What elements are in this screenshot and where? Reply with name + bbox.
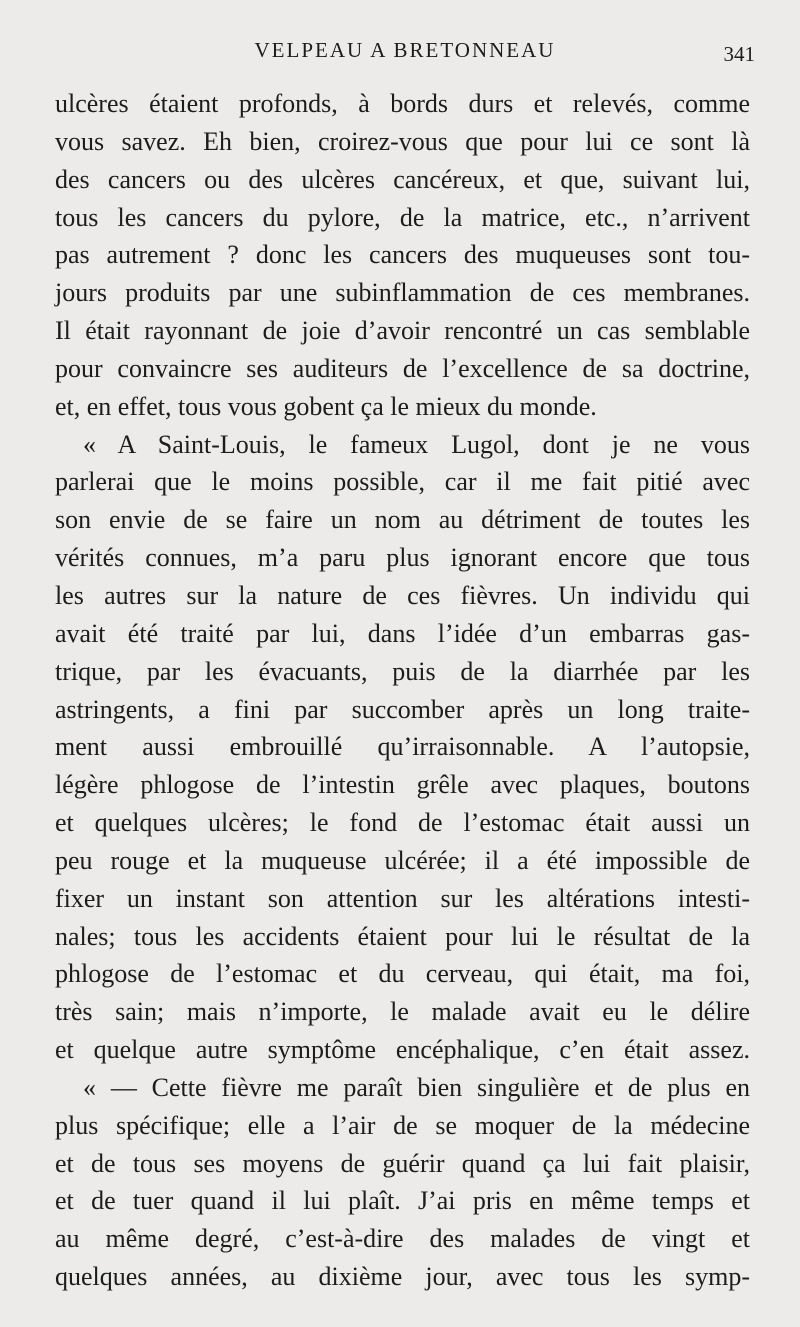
text-line: phlogose de l’estomac et du cerveau, qui était, ma foi, — [55, 959, 750, 989]
text-line: astringents, a fini par succomber après un long traite- — [55, 694, 750, 724]
text-line: et de tous ses moyens de guérir quand ça lui fait plaisir, — [55, 1148, 750, 1178]
text-line: légère phlogose de l’intestin grêle avec plaques, boutons — [55, 770, 750, 800]
text-line: Il était rayonnant de joie d’avoir rencontré un cas semblable — [55, 316, 750, 346]
text-line: ulcères étaient profonds, à bords durs et relevés, comme — [55, 89, 750, 118]
text-line: plus spécifique; elle a l’air de se moquer de la médecine — [55, 1110, 750, 1140]
text-line: jours produits par une subinflammation de ces membranes. — [55, 278, 750, 308]
text-line: et quelque autre symptôme encéphalique, c’en était assez. — [55, 1035, 750, 1065]
text-line: quelques années, au dixième jour, avec tous les symp- — [55, 1262, 750, 1292]
text-line: vérités connues, m’a paru plus ignorant encore que tous — [55, 543, 750, 573]
text-line: « A Saint-Louis, le fameux Lugol, dont je ne vous — [83, 429, 750, 459]
text-line: son envie de se faire un nom au détriment de toutes les — [55, 505, 750, 535]
text-line: les autres sur la nature de ces fièvres. Un individu qui — [55, 580, 750, 610]
text-line: « — Cette fièvre me paraît bien singulière et de plus en — [83, 1072, 750, 1102]
text-line: tous les cancers du pylore, de la matrice, etc., n’arrivent — [55, 202, 750, 232]
text-line: très sain; mais n’importe, le malade avait eu le délire — [55, 997, 750, 1027]
text-line: trique, par les évacuants, puis de la diarrhée par les — [55, 656, 750, 686]
body-text — [55, 85, 750, 1296]
text-line: des cancers ou des ulcères cancéreux, et que, suivant lui, — [55, 164, 750, 194]
running-head: VELPEAU A BRETONNEAU — [254, 38, 556, 62]
text-line: peu rouge et la muqueuse ulcérée; il a été impossible de — [55, 845, 750, 875]
text-line: pas autrement ? donc les cancers des muqueuses sont tou- — [55, 240, 750, 270]
text-line: et de tuer quand il lui plaît. J’ai pris en même temps et — [55, 1186, 750, 1216]
page-header — [55, 34, 755, 74]
text-line: vous savez. Eh bien, croirez-vous que pour lui ce sont là — [55, 126, 750, 156]
text-line: parlerai que le moins possible, car il me fait pitié avec — [55, 467, 750, 497]
page-number: 341 — [723, 42, 755, 66]
text-line: avait été traité par lui, dans l’idée d’un embarras gas- — [55, 618, 750, 648]
text-line: et quelques ulcères; le fond de l’estomac était aussi un — [55, 808, 750, 838]
text-line: pour convaincre ses auditeurs de l’excellence de sa doctrine, — [55, 353, 750, 383]
text-line: ment aussi embrouillé qu’irraisonnable. A l’autopsie, — [55, 732, 750, 762]
text-line: au même degré, c’est-à-dire des malades de vingt et — [55, 1224, 750, 1254]
text-line: nales; tous les accidents étaient pour lui le résultat de la — [55, 921, 750, 951]
text-line: fixer un instant son attention sur les altérations intesti- — [55, 883, 750, 913]
text-line: et, en effet, tous vous gobent ça le mieux du monde. — [55, 391, 597, 421]
